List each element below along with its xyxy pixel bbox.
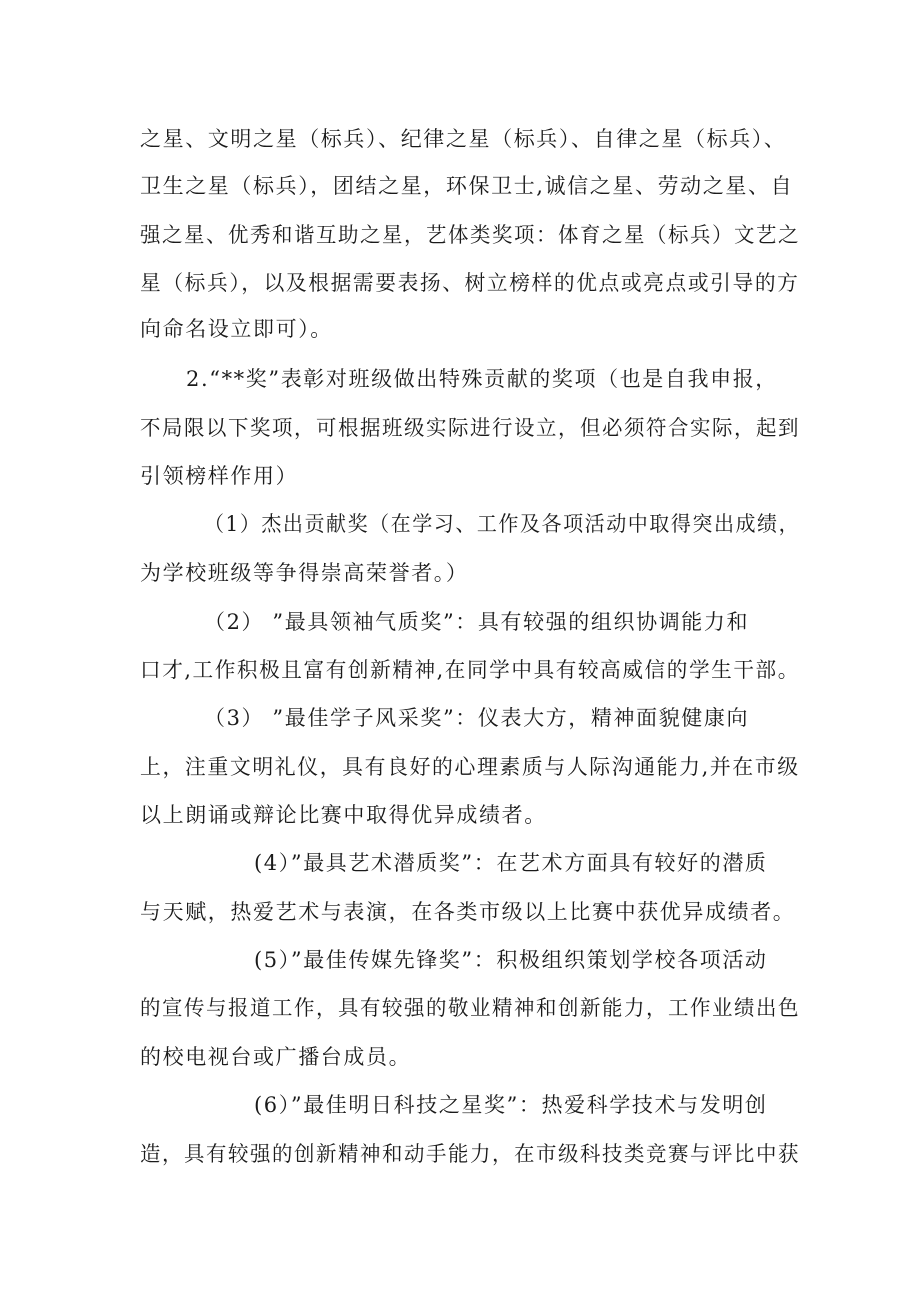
paragraph-line: 强之星、优秀和谐互助之星，艺体类奖项：体育之星（标兵）文艺之 <box>140 223 801 247</box>
award-item-line: （3） ”最佳学子风采奖”：仪表大方，精神面貌健康向 <box>204 706 750 730</box>
paragraph-line: 向命名设立即可）。 <box>140 317 333 341</box>
paragraph-line: 为学校班级等争得崇高荣誉者。） <box>140 561 469 585</box>
award-item-line: (6）”最佳明日科技之星奖”：热爱科学技术与发明创 <box>254 1093 768 1117</box>
paragraph-line: 不局限以下奖项，可根据班级实际进行设立，但必须符合实际，起到 <box>140 416 801 440</box>
paragraph-line: 造，具有较强的创新精神和动手能力，在市级科技类竞赛与评比中获 <box>140 1142 801 1166</box>
paragraph-line: 引领榜样作用） <box>140 464 299 488</box>
paragraph-line: 卫生之星（标兵），团结之星，环保卫士,诚信之星、劳动之星、自 <box>140 174 794 198</box>
paragraph-line: 口才,工作积极且富有创新精神,在同学中具有较高威信的学生干部。 <box>140 658 800 682</box>
award-item-line: (5）”最佳传媒先锋奖”：积极组织策划学校各项活动 <box>254 948 768 972</box>
section-heading-line: 2.“**奖”表彰对班级做出特殊贡献的奖项（也是自我申报， <box>186 367 778 391</box>
paragraph-line: 的校电视台或广播台成员。 <box>140 1045 412 1069</box>
award-item-line: （1）杰出贡献奖（在学习、工作及各项活动中取得突出成绩， <box>204 512 801 536</box>
paragraph-line: 与天赋，热爱艺术与表演，在各类市级以上比赛中获优异成绩者。 <box>140 900 796 924</box>
paragraph-line: 上，注重文明礼仪，具有良好的心理素质与人际沟通能力,并在市级 <box>140 755 800 779</box>
paragraph-line: 以上朗诵或辩论比赛中取得优异成绩者。 <box>140 803 547 827</box>
paragraph-line: 之星、文明之星（标兵）、纪律之星（标兵）、自律之星（标兵）、 <box>140 127 787 151</box>
paragraph-line: 星（标兵），以及根据需要表扬、树立榜样的优点或亮点或引导的方 <box>140 271 800 295</box>
award-item-line: （2） ”最具领袖气质奖”：具有较强的组织协调能力和 <box>204 610 750 634</box>
award-item-line: (4）”最具艺术潜质奖”：在艺术方面具有较好的潜质 <box>254 851 768 875</box>
paragraph-line: 的宣传与报道工作，具有较强的敬业精神和创新能力，工作业绩出色 <box>140 996 801 1020</box>
